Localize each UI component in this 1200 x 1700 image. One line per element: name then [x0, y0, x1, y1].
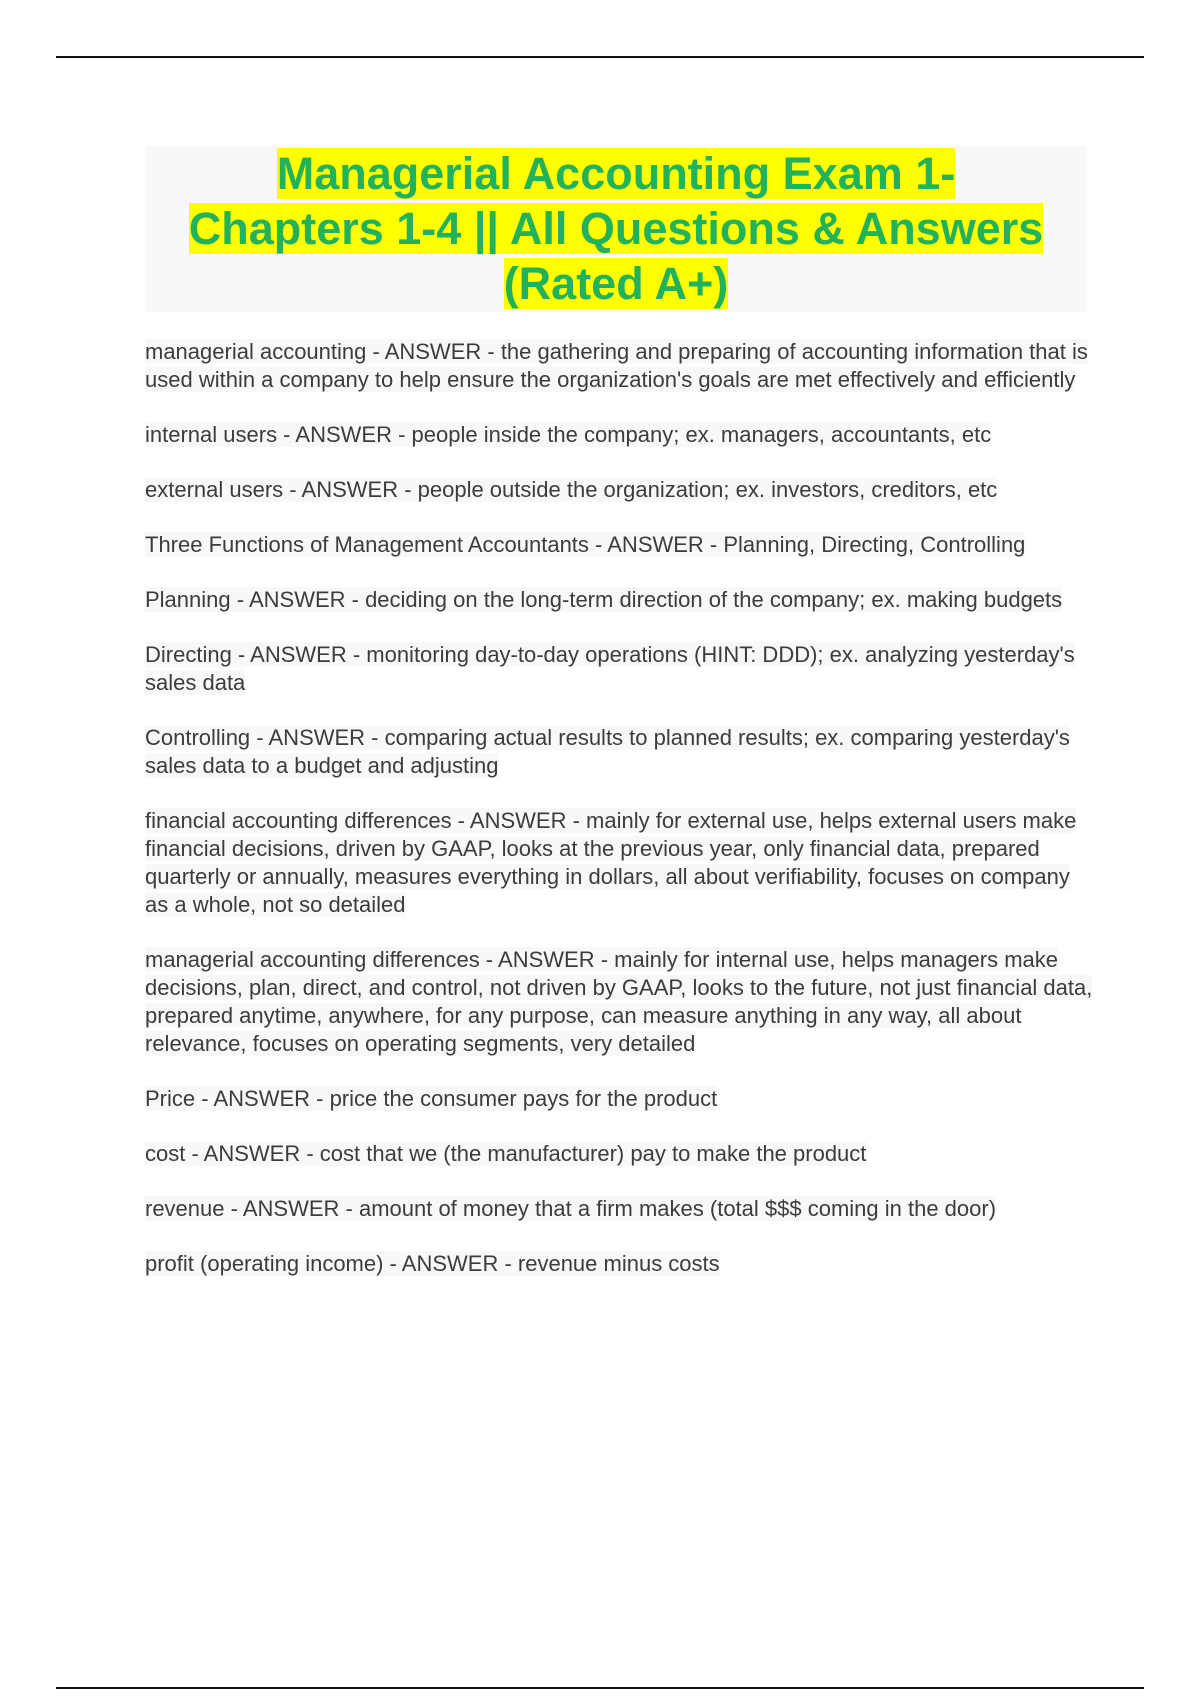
qa-entry-text: managerial accounting differences - ANSWER - mainly for internal use, helps managers make decisions, plan, direct, and control, not driven by GAAP, looks to the future, not just financial data, prepared anytime, anywhere, for any purpose, can measure anything in any way, all about relevance, focuses on operating segments, very detailed [145, 947, 1093, 1056]
qa-entry-text: Three Functions of Management Accountants - ANSWER - Planning, Directing, Controlling [145, 532, 1026, 557]
qa-entry-text: revenue - ANSWER - amount of money that a firm makes (total $$$ coming in the door) [145, 1196, 997, 1221]
header-rule [56, 56, 1144, 58]
qa-entry [145, 1085, 1095, 1113]
qa-entry [145, 586, 1095, 614]
qa-entry-text: Controlling - ANSWER - comparing actual results to planned results; ex. comparing yesterday's sales data to a budget and adjusting [145, 725, 1070, 778]
qa-entry [145, 724, 1095, 780]
footer-rule [56, 1687, 1144, 1689]
qa-entry [145, 338, 1095, 394]
qa-entry [145, 1195, 1095, 1223]
qa-entry [145, 1140, 1095, 1168]
qa-entry-text: financial accounting differences - ANSWER - mainly for external use, helps external users make financial decisions, driven by GAAP, looks at the previous year, only financial data, prepared quarterly or annually, measures everything in dollars, all about verifiability, focuses on company as a whole, not so detailed [145, 808, 1077, 917]
title-line-1: Managerial Accounting Exam 1- [276, 148, 956, 199]
qa-entry-text: external users - ANSWER - people outside the organization; ex. investors, creditors, etc [145, 477, 998, 502]
qa-entry [145, 807, 1095, 919]
qa-entry-text: managerial accounting - ANSWER - the gathering and preparing of accounting information that is used within a company to help ensure the organization's goals are met effectively and efficiently [145, 339, 1088, 392]
document-title [145, 146, 1087, 312]
qa-entry-text: cost - ANSWER - cost that we (the manufacturer) pay to make the product [145, 1141, 867, 1166]
title-line-3: (Rated A+) [503, 258, 729, 309]
qa-entry [145, 1250, 1095, 1278]
qa-entry [145, 641, 1095, 697]
qa-entry-text: Directing - ANSWER - monitoring day-to-day operations (HINT: DDD); ex. analyzing yesterday's sales data [145, 642, 1075, 695]
qa-entry [145, 531, 1095, 559]
qa-entry-text: Planning - ANSWER - deciding on the long-term direction of the company; ex. making budgets [145, 587, 1063, 612]
qa-entry [145, 421, 1095, 449]
qa-entry [145, 476, 1095, 504]
qa-list [145, 338, 1095, 1305]
title-line-2: Chapters 1-4 || All Questions & Answers [188, 203, 1044, 254]
qa-entry-text: Price - ANSWER - price the consumer pays for the product [145, 1086, 718, 1111]
qa-entry-text: internal users - ANSWER - people inside the company; ex. managers, accountants, etc [145, 422, 992, 447]
qa-entry-text: profit (operating income) - ANSWER - revenue minus costs [145, 1251, 720, 1276]
qa-entry [145, 946, 1095, 1058]
